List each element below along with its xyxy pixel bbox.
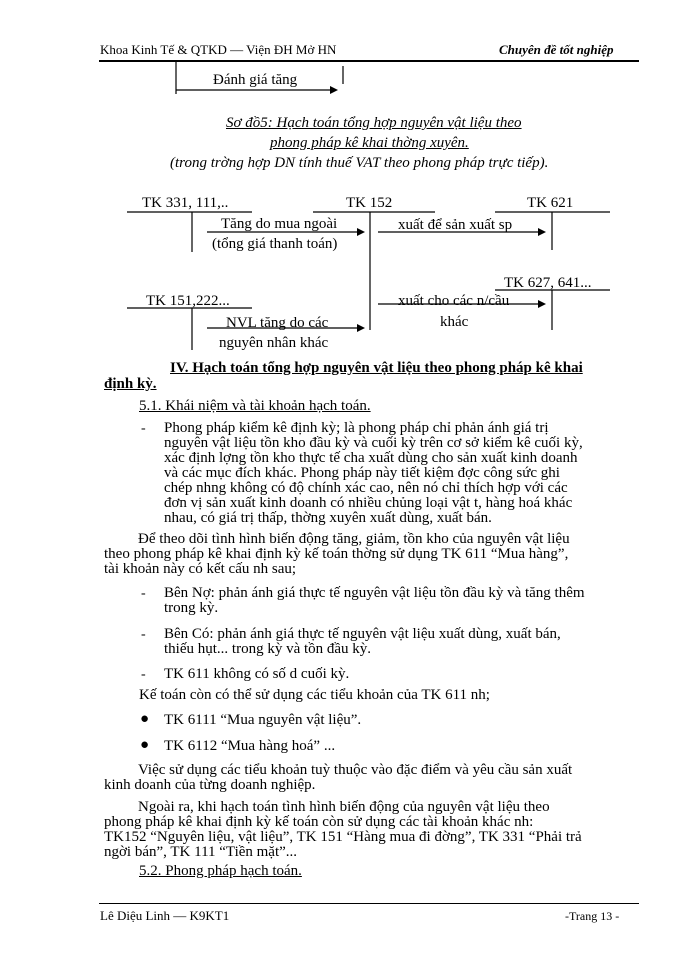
- diagram-caption-note: (trong trờng hợp DN tính thuế VAT theo phong pháp trực tiếp).: [170, 155, 549, 171]
- top-diagram: [0, 60, 700, 100]
- dash-bullet: -: [141, 586, 146, 601]
- page-number: -Trang 13 -: [565, 909, 620, 923]
- xuat-san-xuat-label: xuất để sản xuất sp: [398, 217, 513, 233]
- tong-gia-thanh-toan-label: (tổng giá thanh toán): [212, 236, 338, 252]
- nguyen-nhan-khac-label: nguyên nhân khác: [219, 335, 329, 351]
- paragraph-other-accounts: Ngoài ra, khi hạch toán tình hình biến động của nguyên vật liệu theo phong pháp kê khai định kỳ kế toán còn sử dụng các tài khoản khác nh: TK152 “Nguyên liệu, vật liệu”, TK 151 “Hàng mua đi đờng”, TK 331 “Phải trả ngời bán”, TK 111 “Tiền mặt”...: [104, 799, 582, 860]
- paragraph-sub-account-usage: Việc sử dụng các tiểu khoản tuỳ thuộc vào đặc điểm và yêu cầu sản xuất kinh doanh của từng doanh nghiệp.: [104, 762, 573, 793]
- paragraph-tk611-intro: Để theo dõi tình hình biến động tăng, giảm, tồn kho của nguyên vật liệu theo phong pháp kê khai định kỳ kế toán thờng sử dụng TK 611 “Mua hàng”, tài khoản này có kết cấu nh sau;: [104, 531, 570, 577]
- paragraph-method-definition: Phong pháp kiểm kê định kỳ; là phong pháp chỉ phản ánh giá trị nguyên vật liệu tồn kho đầu kỳ và cuối kỳ trên cơ sở kiểm kê cuối kỳ, xác định lợng tồn kho thực tế cha xuất dùng cho sản xuất kinh doanh và các mục đích khác. Phong pháp này tiết kiệm đợc công sức ghi chép nhng không có độ chính xác cao, nên nó chỉ thích hợp với các đơn vị sản xuất kinh doanh có nhiều chủng loại vật t, hàng hoá khác nhau, có giá trị thấp, thờng xuyên xuất dùng, xuất bán.: [164, 420, 583, 526]
- tk151-label: TK 151,222...: [146, 293, 230, 309]
- tk621-label: TK 621: [527, 195, 574, 211]
- footer-rule: [99, 903, 639, 904]
- xuat-khac-label: khác: [440, 314, 469, 330]
- t-account-diagram: [0, 190, 700, 360]
- round-bullet: ●: [140, 737, 150, 753]
- header-left: Khoa Kinh Tế & QTKD — Viện ĐH Mở HN: [100, 42, 337, 57]
- nvl-tang-label: NVL tăng do các: [226, 315, 329, 331]
- dash-bullet: -: [141, 627, 146, 642]
- tk611-balance-item: TK 611 không có số d cuối kỳ.: [164, 666, 350, 682]
- ben-no-item: Bên Nợ: phản ánh giá thực tế nguyên vật liệu tồn đầu kỳ và tăng thêm trong kỳ.: [164, 585, 585, 616]
- danh-gia-tang-label: Đánh giá tăng: [213, 72, 298, 88]
- tk627-label: TK 627, 641...: [504, 275, 592, 291]
- tk6112-item: TK 6112 “Mua hàng hoá” ...: [164, 738, 336, 754]
- subsection-5-1: 5.1. Khái niệm và tài khoản hạch toán.: [139, 398, 371, 414]
- diagram-caption-title: Sơ đồ5: Hạch toán tổng hợp nguyên vật liệu theo: [226, 115, 522, 131]
- header-right: Chuyên đề tốt nghiệp: [499, 42, 614, 57]
- tk152-label: TK 152: [346, 195, 393, 211]
- dash-bullet: -: [141, 421, 146, 436]
- section-iv-title-cont: định kỳ.: [104, 376, 157, 392]
- tk6111-item: TK 6111 “Mua nguyên vật liệu”.: [164, 712, 362, 728]
- dash-bullet: -: [141, 667, 146, 682]
- subsection-5-2: 5.2. Phong pháp hạch toán.: [139, 863, 302, 879]
- sub-accounts-intro: Kế toán còn có thể sử dụng các tiểu khoản của TK 611 nh;: [139, 687, 490, 703]
- footer-author: Lê Diệu Linh — K9KT1: [100, 908, 230, 923]
- tang-mua-ngoai-label: Tăng do mua ngoài: [221, 216, 338, 232]
- tk331-label: TK 331, 111,..: [142, 195, 229, 211]
- ben-co-item: Bên Có: phản ánh giá thực tế nguyên vật liệu xuất dùng, xuất bán, thiếu hụt... trong kỳ và tồn đầu kỳ.: [164, 626, 561, 657]
- section-iv-title: IV. Hạch toán tổng hợp nguyên vật liệu theo phong pháp kê khai: [170, 360, 583, 376]
- xuat-nhu-cau-label: xuất cho các n/cầu: [398, 293, 510, 309]
- diagram-caption-subtitle: phong pháp kê khai thờng xuyên.: [270, 135, 469, 151]
- round-bullet: ●: [140, 711, 150, 727]
